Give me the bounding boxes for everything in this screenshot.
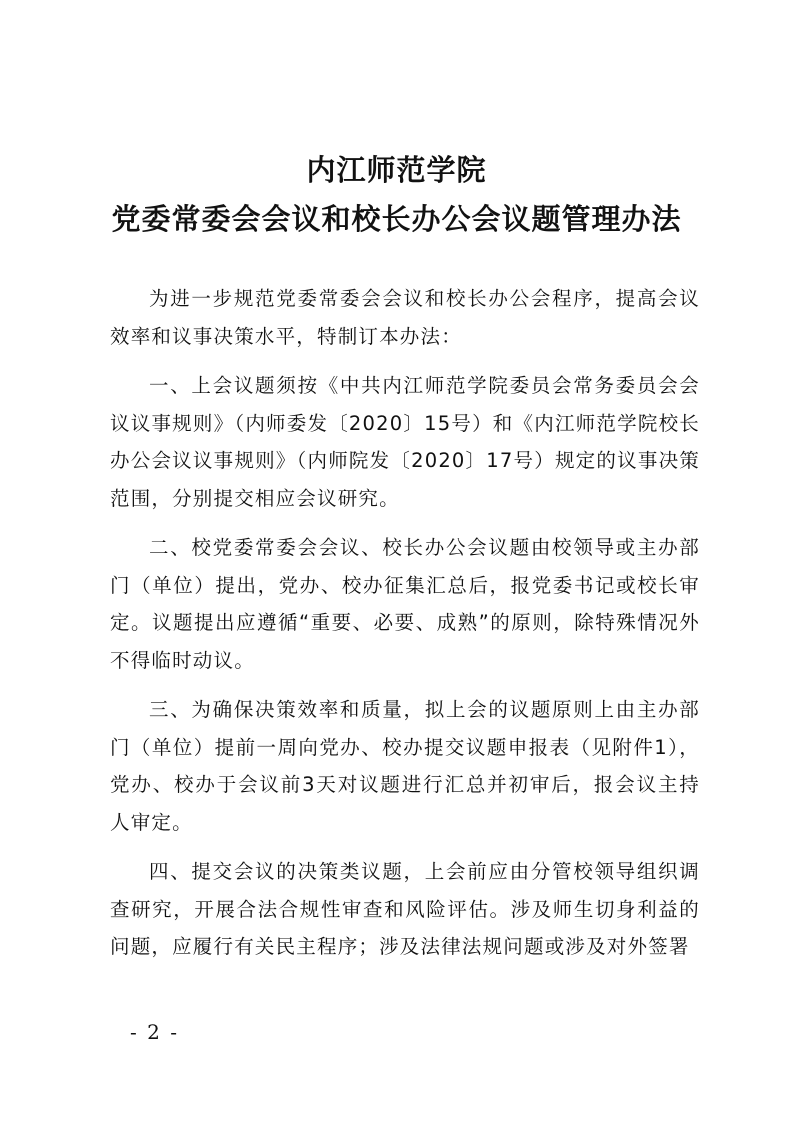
document-title-line2: 党委常委会会议和校长办公会议题管理办法 <box>111 202 682 236</box>
paragraph-intro: 为进一步规范党委常委会会议和校长办公会程序，提高会议效率和议事决策水平，特制订本办法： <box>110 287 700 348</box>
paragraph-4: 四、提交会议的决策类议题，上会前应由分管校领导组织调查研究，开展合法合规性审查和风险评估。涉及师生切身利益的问题，应履行有关民主程序；涉及法律法规问题或涉及对外签署 <box>110 860 700 958</box>
page-number: - 2 - <box>130 1020 179 1044</box>
paragraph-1: 一、上会议题须按《中共内江师范学院委员会常务委员会会议议事规则》（内师委发〔2020〕15号）和《内江师范学院校长办公会议议事规则》（内师院发〔2020〕17号）规定的议事决策范围，分别提交相应会议研究。 <box>110 374 700 510</box>
document-body <box>110 280 700 978</box>
paragraph-3: 三、为确保决策效率和质量，拟上会的议题原则上由主办部门（单位）提前一周向党办、校办提交议题申报表（见附件1），党办、校办于会议前3天对议题进行汇总并初审后，报会议主持人审定。 <box>110 698 700 834</box>
document-title-line1: 内江师范学院 <box>306 153 487 187</box>
paragraph-2: 二、校党委常委会会议、校长办公会议题由校领导或主办部门（单位）提出，党办、校办征集汇总后，报党委书记或校长审定。议题提出应遵循“重要、必要、成熟”的原则，除特殊情况外不得临时动议。 <box>110 536 700 672</box>
